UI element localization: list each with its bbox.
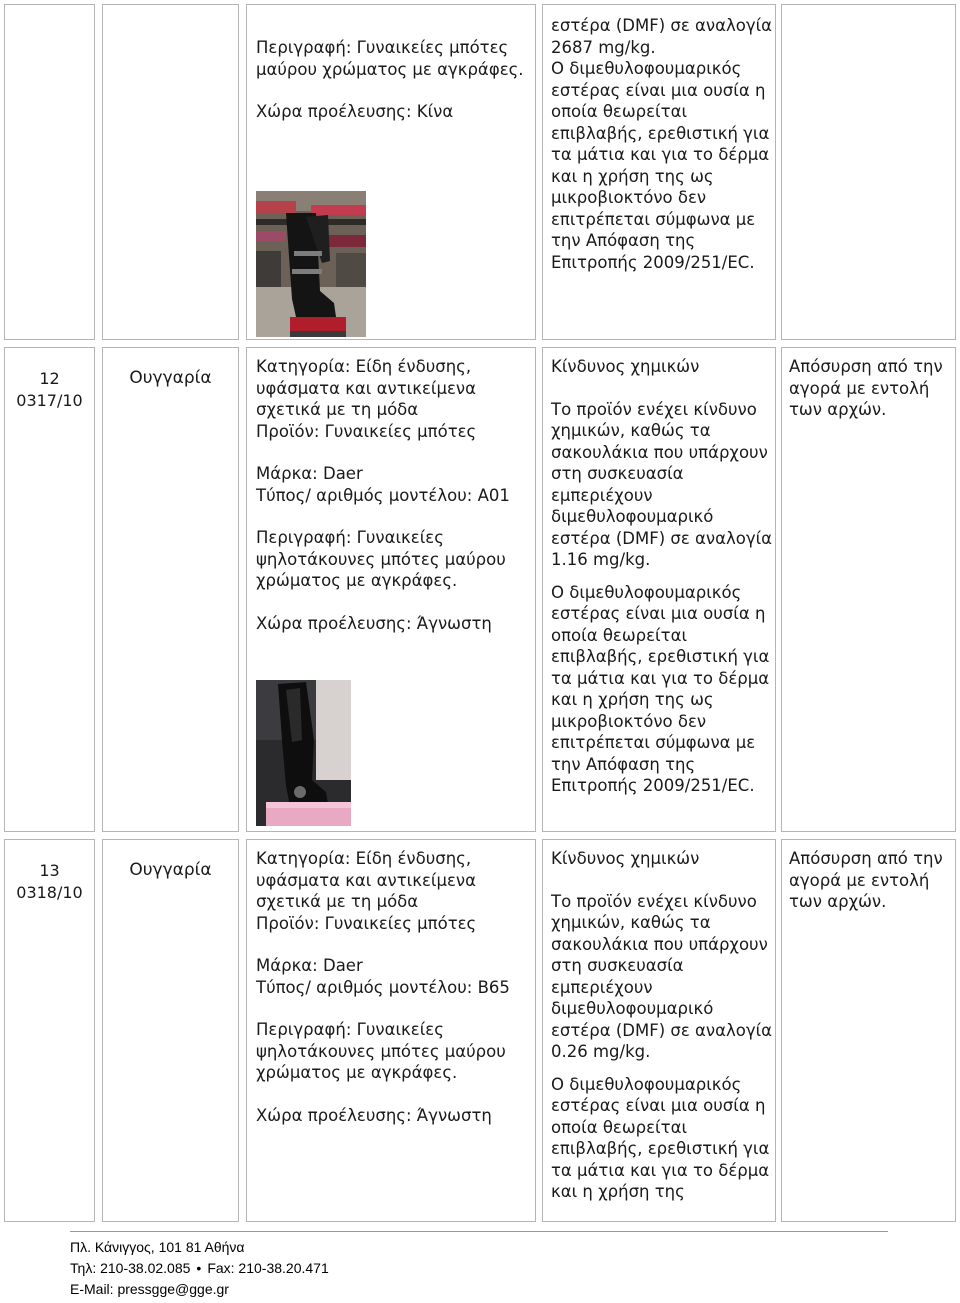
risk-detail: Ο διμεθυλοφουμαρικός εστέρας είναι μια ουσία η οποία θεωρείται επιβλαβής, ερεθιστική για τα μάτια και για το δέρμα και η χρήση της ως μικροβιοκτόνο δεν επιτρέπεται σύμφωνα με την Απόφαση της Επιτροπής 2009/251/EC. [551,582,770,795]
boot-photo [256,191,366,337]
product: Προϊόν: Γυναικείες μπότες [256,421,477,441]
row3-col-measure [781,839,956,1222]
origin: Χώρα προέλευσης: Άγνωστη [256,613,492,633]
row1-col-country [102,4,239,340]
footer-divider [70,1231,888,1232]
row2-col-country [102,347,239,832]
risk-text: Το προϊόν ενέχει κίνδυνο χημικών, καθώς τα σακουλάκια που υπάρχουν στη συσκευασία εμπεριέχουν διμεθυλοφουμαρικό εστέρα (DMF) σε αναλογία 1.16 mg/kg. [551,399,773,569]
brand: Μάρκα: Daer [256,464,363,483]
risk-title: Κίνδυνος χημικών [551,357,700,376]
product: Προϊόν: Γυναικείες μπότες [256,913,477,933]
brand: Μάρκα: Daer [256,956,363,975]
footer [70,1237,329,1300]
country: Ουγγαρία [129,368,212,388]
row1-col-product [246,4,536,340]
description: Περιγραφή: Γυναικείες ψηλοτάκουνες μπότες μαύρου χρώματος με αγκράφες. [256,1020,506,1082]
entry-ref: 0317/10 [16,391,83,410]
row3-col-risk [542,839,776,1222]
footer-contact [70,1258,329,1279]
row2-col-ref [4,347,95,832]
product-description: Περιγραφή: Γυναικείες μπότες μαύρου χρώματος με αγκράφες. [256,38,524,79]
footer-phone: Τηλ: 210-38.02.085 [70,1260,191,1276]
boot-photo [256,680,351,826]
product-origin: Χώρα προέλευσης: Κίνα [256,102,454,121]
entry-number: 13 [39,861,60,880]
row2-col-risk [542,347,776,832]
measure: Απόσυρση από την αγορά με εντολή των αρχών. [789,849,943,911]
bullet-separator: • [196,1260,202,1276]
risk-text-cont: εστέρα (DMF) σε αναλογία 2687 mg/kg. [551,16,773,57]
risk-text: Το προϊόν ενέχει κίνδυνο χημικών, καθώς τα σακουλάκια που υπάρχουν στη συσκευασία εμπεριέχουν διμεθυλοφουμαρικό εστέρα (DMF) σε αναλογία 0.26 mg/kg. [551,891,773,1061]
risk-title: Κίνδυνος χημικών [551,849,700,868]
row2-col-measure [781,347,956,832]
measure: Απόσυρση από την αγορά με εντολή των αρχών. [789,357,943,419]
model: Τύπος/ αριθμός μοντέλου: B65 [256,977,510,997]
footer-address: Πλ. Κάνιγγος, 101 81 Αθήνα [70,1239,245,1255]
row3-col-product [246,839,536,1222]
risk-detail: Ο διμεθυλοφουμαρικός εστέρας είναι μια ουσία η οποία θεωρείται επιβλαβής, ερεθιστική για τα μάτια και για το δέρμα και η χρήση της ως μικροβιοκτόνο δεν επιτρέπεται σύμφωνα με την Απόφαση της Επιτροπής 2009/251/EC. [551,59,770,272]
country: Ουγγαρία [129,860,212,880]
footer-fax: Fax: 210-38.20.471 [207,1260,329,1276]
entry-ref: 0318/10 [16,883,83,902]
origin: Χώρα προέλευσης: Άγνωστη [256,1105,492,1125]
category: Κατηγορία: Είδη ένδυσης, υφάσματα και αντικείμενα σχετικά με τη μόδα [256,849,476,911]
risk-detail: Ο διμεθυλοφουμαρικός εστέρας είναι μια ουσία η οποία θεωρείται επιβλαβής, ερεθιστική για τα μάτια και για το δέρμα και η χρήση της [551,1074,770,1201]
row3-col-country [102,839,239,1222]
row1-col-ref [4,4,95,340]
footer-email[interactable]: E-Mail: pressgge@gge.gr [70,1281,229,1297]
description: Περιγραφή: Γυναικείες ψηλοτάκουνες μπότες μαύρου χρώματος με αγκράφες. [256,528,506,590]
row1-col-risk [542,4,776,340]
model: Τύπος/ αριθμός μοντέλου: A01 [256,485,510,505]
entry-number: 12 [39,369,60,388]
row3-col-ref [4,839,95,1222]
row2-col-product [246,347,536,832]
row1-col-measure [781,4,956,340]
category: Κατηγορία: Είδη ένδυσης, υφάσματα και αντικείμενα σχετικά με τη μόδα [256,357,476,419]
